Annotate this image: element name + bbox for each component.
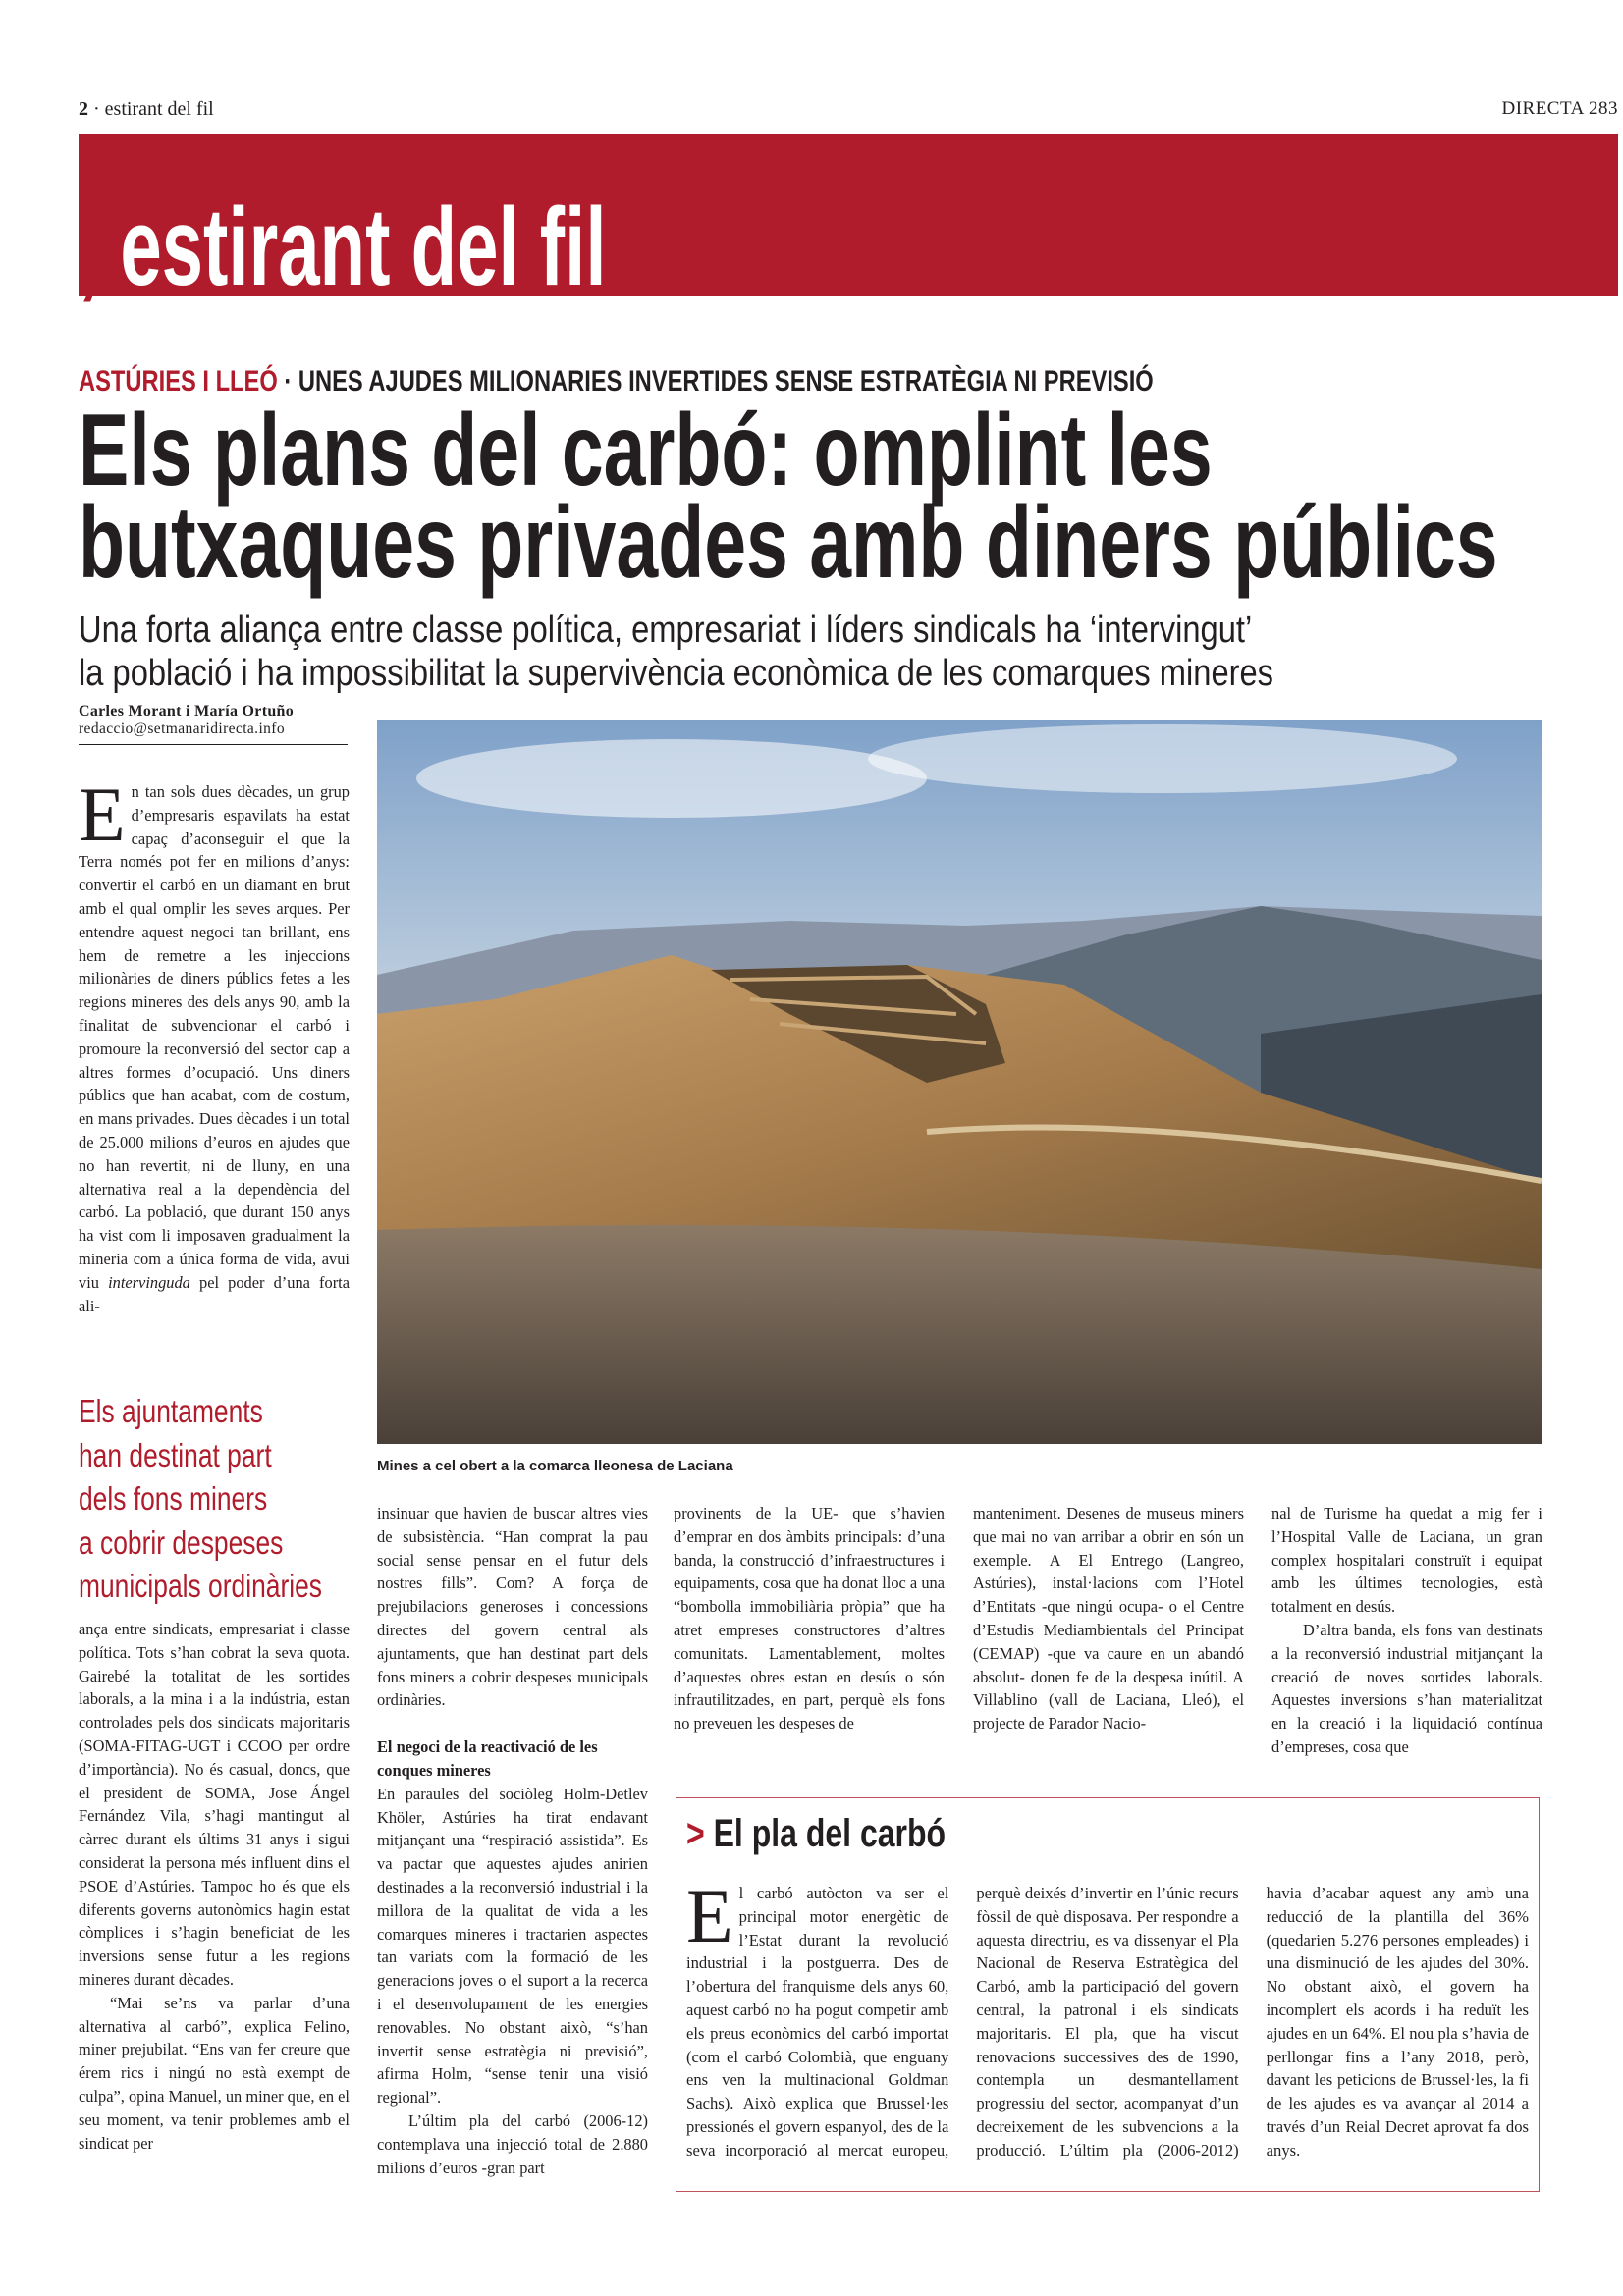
deck-line: Una forta aliança entre classe política, empresariat i líders sindicals ha ‘intervingut’ [79, 610, 1253, 651]
headline-line: butxaques privades amb diners públics [79, 486, 1498, 600]
article-paragraph: “Mai se’ns va parlar d’una alternativa al carbó”, explica Felino, miner prejubilat. “Ens van fer creure que érem rics i ningú no està exempt de culpa”, opina Manuel, un miner que, en el seu moment, va tenir problemes amb el sindicat per [79, 1993, 350, 2153]
article-paragraph: ança entre sindicats, empresariat i classe política. Tots s’han cobrat la seva quota. Gairebé la totalitat de les sortides laborals, a la mina i a la indústria, estan controlades pels dos sindicats majoritaris (SOMA-FITAG-UGT i CCOO per ordre d’importància). No és casual, doncs, que el president de SOMA, Jose Ángel Fernández Vila, s’hagi mantingut al càrrec durant els últims 31 anys i sigui considerat la persona més influent dins el PSOE d’Astúries. Tampoc ho és que els diferents governs autonòmics hagin estat còmplices i s’hagin beneficiat de les inversions sense futur a les regions mineres durant dècades. [79, 1620, 350, 1989]
article-subhead: El negoci de la reactivació de les conques mineres [377, 1737, 598, 1780]
pull-quote-line: municipals ordinàries [79, 1568, 322, 1604]
article-italic: intervinguda [108, 1272, 190, 1292]
pull-quote-line: Els ajuntaments [79, 1393, 263, 1429]
article-column-3 [674, 1502, 945, 1735]
article-text: n tan sols dues dècades, un grup d’empresaris espavilats ha estat capaç d’aconseguir el que la Terra només pot fer en milions d’anys: convertir el carbó en un diamant en brut amb el qual omplir les seves arques. Per entendre aquest negoci tan brillant, ens hem de remetre a les injeccions milionàries de diners públics fetes a les regions mineres des dels anys 90, amb la finalitat de subvencionar el carbó i promoure la reconversió del sector cap a altres formes d’ocupació. Uns diners públics que han acabat, com de costum, en mans privades. Dues dècades i un total de 25.000 milions d’euros en ajudes que no han revertit, ni de lluny, en una alternativa real a la dependència del carbó. La població, que durant 150 anys ha vist com li imposaven gradualment la mineria com a única forma de vida, avui viu [79, 782, 350, 1292]
article-paragraph: En paraules del sociòleg Holm-Detlev Khöler, Astúries ha tirat endavant mitjançant una “respiració assistida”. Es va pactar que aquestes ajudes anirien destinades a la reconversió industrial i la millora de la qualitat de vida a les comarques mineres i tractarien aspectes tan variats com la formació de les generacions joves o el suport a la recerca i el desenvolupament de les energies renovables. No obstant això, “s’han invertit sense estratègia ni previsió”, afirma Holm, “sense tenir una visió regional”. [377, 1784, 648, 2108]
article-paragraph: L’últim pla del carbó (2006-12) contemplava una injecció total de 2.880 milions d’euros -gran part [377, 2110, 648, 2177]
section-title-text: estirant del fil [120, 186, 607, 308]
publication-issue: DIRECTA 283 [1501, 98, 1618, 119]
sidebar-text: l carbó autòcton va ser el principal motor energètic de l’Estat durant la revolució industrial i la postguerra. Des de l’obertura del franquisme dels anys 60, aquest carbó no ha pogut competir amb els preus econòmics del carbó importat (com el carbó Colombià, que enguany ens ven la multinacional Goldman Sachs). Això explica que Brussel·les pressionés el govern espanyol, des de la seva incorporació al mercat europeu, perquè deixés d’invertir en l’únic recurs fòssil de què disposava. Per respondre a aquesta directriu, es va dissenyar el Pla Nacional de Reserva Estratègica del Carbó, amb la participació del govern central, la patronal i els sindicats majoritaris. El pla, que ha viscut renovacions successives des de 1990, contempla un desmantellament progressiu del sector, acompanyat d’un decreixement de les subvencions a la producció. L’últim pla (2006-2012) havia d’acabar aquest any amb una reducció de la plantilla del 36% (quedarien 5.276 persones empleades) i una disminució de les ajudes del 30%. No obstant això, el govern ha incomplert els acords i ha reduït les ajudes en un 64%. El nou pla s’havia de perllongar fins a l’any 2018, però, davant les peticions de Brussel·les, la fi de les ajudes es va avançar al 2014 a través d’un Reial Decret aprovat fa dos anys. [686, 1884, 1529, 2160]
drop-cap: E [686, 1873, 733, 1958]
section-title [79, 186, 854, 330]
photo-caption: Mines a cel obert a la comarca lleonesa de Laciana [377, 1458, 733, 1474]
kicker-region: ASTÚRIES I LLEÓ [79, 365, 278, 398]
article-column-4 [973, 1502, 1244, 1735]
section-comma: , [79, 186, 100, 308]
article-text: pel poder d’una forta ali- [79, 1272, 351, 1315]
deck-line: la població i ha impossibilitat la supervivència econòmica de les comarques mineres [79, 653, 1274, 694]
article-paragraph: nal de Turisme ha quedat a mig fer i l’Hospital Valle de Laciana, un gran complex hospitalari construït i equipat amb les últimes tecnologies, està totalment en desús. [1271, 1504, 1542, 1617]
article-column-1 [79, 772, 351, 1317]
kicker-text: · UNES AJUDES MILIONARIES INVERTIDES SENSE ESTRATÈGIA NI PREVISIÓ [277, 365, 1154, 398]
pull-quote-line: a cobrir despeses [79, 1523, 284, 1561]
article-paragraph: insinuar que havien de buscar altres vies de subsistència. “Han comprat la pau social sense pensar en el futur dels nostres fills”. Com? A força de prejubilacions generoses i concessions directes del govern central als ajuntaments, que han destinat part dels fons miners a cobrir despeses municipals ordinàries. [377, 1504, 648, 1710]
byline [79, 703, 348, 745]
article-paragraph: D’altra banda, els fons van destinats a la reconversió industrial mitjançant la creació de noves sortides laborals. Aquestes inversions s’han materialitzat en la creació i la liquidació contínua d’empreses, cosa que [1271, 1620, 1542, 1756]
byline-email[interactable]: redaccio@setmanaridirecta.info [79, 721, 286, 737]
article-column-5 [1271, 1502, 1542, 1759]
headline [79, 394, 1623, 600]
article-column-1-continued [79, 1618, 350, 2155]
deck [79, 609, 1468, 695]
pull-quote [79, 1390, 383, 1609]
sidebar-body [686, 1873, 1529, 2163]
drop-cap: E [79, 772, 126, 857]
folio-section [79, 98, 214, 121]
sidebar-box [676, 1797, 1540, 2192]
pull-quote-line: han destinat part [79, 1436, 272, 1473]
byline-authors: Carles Morant i María Ortuño [79, 703, 295, 720]
sidebar-title [686, 1812, 1010, 1856]
article-paragraph: manteniment. Desenes de museus miners que mai no van arribar a obrir en són un exemple. A El Entrego (Langreo, Astúries), instal·lacions com l’Hotel d’Entitats -que ningú ocupa- o el Centre d’Estudis Mediambientals del Principat (CEMAP) -que va caure en un abandó absolut- donen fe de la despesa inútil. A Villablino (vall de Laciana, Lleó), el projecte de Parador Nacio- [973, 1504, 1244, 1734]
sidebar-title-text: El pla del carbó [713, 1812, 947, 1855]
arrow-icon: > [686, 1812, 705, 1855]
folio-section-label: · estirant del fil [93, 98, 214, 120]
article-paragraph: provinents de la UE- que s’havien d’emprar en dos àmbits principals: d’una banda, la construcció d’infraestructures i equipaments, cosa que ha donat lloc a una “bombolla immobiliària pròpia” que ha atret empreses constructores d’altres comunitats. Lamentablement, moltes d’aquestes obres estan en desús o són infrautilitzades, en part, perquè els fons no preveuen les despeses de [674, 1504, 945, 1734]
pull-quote-line: dels fons miners [79, 1480, 268, 1517]
headline-line: Els plans del carbó: omplint les [79, 394, 1213, 507]
article-column-2 [377, 1502, 648, 2179]
mine-photo [377, 720, 1542, 1444]
page-number: 2 [79, 98, 88, 120]
